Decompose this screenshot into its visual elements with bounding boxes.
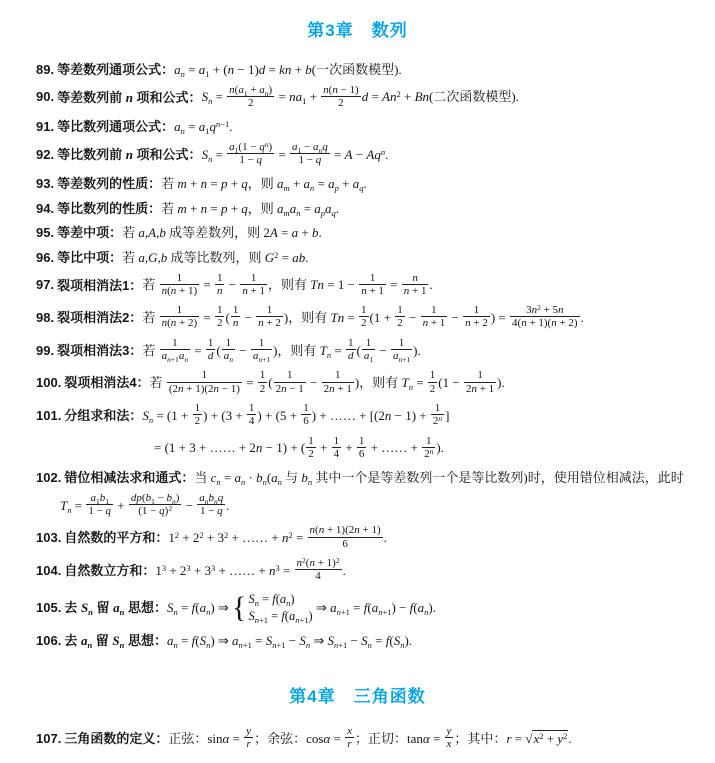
- item-number: 90.: [36, 89, 55, 105]
- item-label: 去 $a_n$ 留 $S_n$ 思想：: [64, 633, 167, 651]
- formula-continuation-101: [36, 434, 705, 463]
- formula-item-99: [36, 336, 705, 365]
- item-label: 自然数的平方和：: [64, 530, 169, 546]
- formula-item-105: [36, 592, 705, 626]
- item-number: 105.: [36, 599, 62, 615]
- item-formula: $S_n = f(a_n)$ ⇒ { $S_n = f(a_n)$ $S_{n+1} = f(a_{n+1})$ ⇒ $a_{n+1} = f(a_{n+1}) - f(a_n)$.: [167, 591, 436, 625]
- formula-item-94: [36, 200, 705, 218]
- item-number: 106.: [36, 633, 62, 649]
- item-label: 自然数立方和：: [64, 562, 156, 578]
- item-number: 93.: [36, 176, 55, 192]
- item-label: 三角函数的定义：: [64, 730, 169, 746]
- formula-item-106: [36, 632, 705, 650]
- formula-list-chapter-3: [0, 61, 715, 650]
- item-number: 92.: [36, 146, 55, 162]
- formula-item-92: [36, 139, 705, 169]
- formula-continuation-102: [36, 491, 705, 520]
- item-formula: $T_n$ = $\frac{a_1b_1}{1 - q}$ + $\frac{dp(b_1 - b_n)}{(1 - q)^2}$ − $a_nb_nq$ 1 − q .: [60, 491, 230, 518]
- item-number: 107.: [36, 730, 62, 746]
- item-label: 等比中项：: [57, 249, 123, 265]
- item-number: 95.: [36, 225, 55, 241]
- item-number: 98.: [36, 309, 55, 325]
- formula-item-101: [36, 404, 705, 430]
- formula-item-100: [36, 371, 705, 397]
- formula-item-95: [36, 224, 705, 242]
- item-label: 分组求和法：: [64, 407, 143, 423]
- item-number: 91.: [36, 119, 55, 135]
- item-number: 96.: [36, 249, 55, 265]
- formula-item-90: [36, 83, 705, 112]
- formula-item-103: [36, 526, 705, 552]
- item-formula: = (1 + 3 + …… + 2n − 1) + ( $\frac{1}{2}$ + $\frac{1}{4}$ + $\frac{1}{6}$ + …… + $\frac{1}{2^n}$ ).: [154, 434, 444, 460]
- item-formula: $S_n = (1$ + $\frac{1}{2}$ ) + (3 + $\frac{1}{4}$ ) + (5 + $\frac{1}{6}$ ) + …… + [(2n − 1) + $\frac{1}{2^n}$ ]: [142, 402, 450, 428]
- item-number: 102.: [36, 470, 62, 486]
- formula-item-102: [36, 469, 705, 487]
- formula-item-96: [36, 249, 705, 267]
- item-number: 100.: [36, 375, 62, 391]
- item-label: 等差中项：: [57, 225, 123, 241]
- item-formula: $1^3 + 2^3 + 3^3$ + …… + $n^3$ = $\frac{n^2(n + 1)^2}{4}$ .: [155, 556, 346, 583]
- item-formula: 若 $\frac{1}{n(n + 2)}$ = $\frac{1}{2}$ ( $\frac{1}{n}$ − $\frac{1}{n + 2}$ )，则有 Tn = $\frac{1}{2}$ (1 + $\frac{1}{2}$ − $\frac{1}{n + 1}$ − $\frac{1}{n + 2}$ ) = $\frac{3n^2 + 5n}{4(n + 1)(n + 2)}$ .: [142, 303, 584, 330]
- item-formula: 正弦：sinα = $\frac{y}{r}$ ；余弦：cosα = $\frac{x}{r}$ ；正切：tanα = $\frac{y}{x}$ ；其中：$r = √x^2 + y^2$.: [168, 725, 572, 751]
- item-formula: $1^2 + 2^2 + 3^2$ + …… + $n^2$ = $\frac{n(n + 1)(2n + 1)}{6}$ .: [168, 524, 387, 550]
- item-number: 89.: [36, 62, 55, 77]
- item-formula: 若 a,G,b 成等比数列，则 $G^2$ = ab.: [122, 249, 309, 265]
- item-label: 去 $S_n$ 留 $a_n$ 思想：: [64, 599, 167, 617]
- item-label: 等差数列前 n 项和公式：: [57, 89, 202, 105]
- item-formula: 若 $\frac{1}{n(n + 1)}$ = $\frac{1}{n}$ − $\frac{1}{n + 1}$ ，则有 Tn = 1 − $\frac{1}{n + 1}$ = $\frac{n}{n + 1}$ .: [142, 271, 433, 297]
- item-number: 101.: [36, 407, 62, 423]
- formula-item-91: [36, 118, 705, 136]
- formula-item-107: [36, 727, 705, 753]
- item-label: 裂项相消法2：: [57, 309, 143, 325]
- item-formula: 若 m + n = p + q，则 $a_ma_n = a_pa_q$.: [161, 200, 340, 218]
- item-formula: $S_n$ = $\frac{a_1(1 - q^n)}{1 - q}$ = $a_1 - a_nq$ 1 − q = $A - Aq^n$.: [201, 139, 389, 167]
- chapter-3-heading: 第3章 数列: [307, 21, 408, 40]
- item-formula: 若 m + n = p + q，则 $a_m + a_n = a_p + a_q$.: [161, 176, 367, 194]
- item-label: 错位相减法求和通式：: [64, 470, 195, 486]
- item-label: 裂项相消法4：: [64, 375, 150, 391]
- formula-item-93: [36, 175, 705, 193]
- item-number: 97.: [36, 277, 55, 293]
- item-number: 94.: [36, 200, 55, 216]
- chapter-4-heading: 第4章 三角函数: [289, 687, 426, 706]
- item-formula: $a_n = f(S_n)$ ⇒ $a_{n+1} = S_{n+1} - S_n$ ⇒ $S_{n+1} - S_n = f(S_n)$.: [167, 633, 413, 651]
- item-label: 等比数列通项公式：: [57, 119, 175, 135]
- item-formula: $a_n = a_1 + (n - 1)d$ = kn + b(一次函数模型).: [174, 62, 402, 79]
- item-formula: $a_n = a_1q^{n-1}$.: [174, 119, 233, 137]
- item-label: 裂项相消法3：: [57, 342, 143, 358]
- formula-item-98: [36, 303, 705, 332]
- formula-item-97: [36, 271, 705, 300]
- item-formula: $S_n$ = $\frac{n(a_1 + a_n)}{2}$ = $na_1$ + $\frac{n(n - 1)}{2}$ $d = An^2 + Bn$(二次函数模型).: [201, 83, 519, 109]
- item-formula: 若 $\frac{1}{(2n + 1)(2n - 1)}$ = $\frac{1}{2}$ ( $\frac{1}{2n - 1}$ − $\frac{1}{2n + 1}$ )，则有 $T_n$ = $\frac{1}{2}$ (1 − $\frac{1}{2n + 1}$ ).: [149, 369, 505, 395]
- item-label: 等差数列通项公式：: [57, 62, 175, 77]
- item-formula: 若 $\frac{1}{a_{n+1}a_n}$ = $\frac{1}{d}$ ( $\frac{1}{a_n}$ − $\frac{1}{a_{n+1}}$ )，则有 $T_n$ = $\frac{1}{d}$ ( $\frac{1}{a_1}$ − $\frac{1}{a_{n+1}}$ ).: [142, 336, 421, 365]
- item-number: 104.: [36, 562, 62, 578]
- item-label: 等比数列的性质：: [57, 200, 162, 216]
- item-formula: 若 a,A,b 成等差数列，则 2A = a + b.: [122, 225, 322, 241]
- item-formula: 当 $c_n = a_n \cdot b_n(a_n$ 与 $b_n$ 其中一个是等差数列一个是等比数列)时，使用错位相减法，此时: [194, 470, 684, 488]
- formula-item-104: [36, 556, 705, 585]
- item-label: 裂项相消法1：: [57, 277, 143, 293]
- item-number: 99.: [36, 342, 55, 358]
- item-number: 103.: [36, 530, 62, 546]
- item-label: 等比数列前 n 项和公式：: [57, 146, 202, 162]
- formula-list-chapter-4: [0, 727, 715, 753]
- item-label: 等差数列的性质：: [57, 176, 162, 192]
- formula-item-89: [36, 61, 705, 79]
